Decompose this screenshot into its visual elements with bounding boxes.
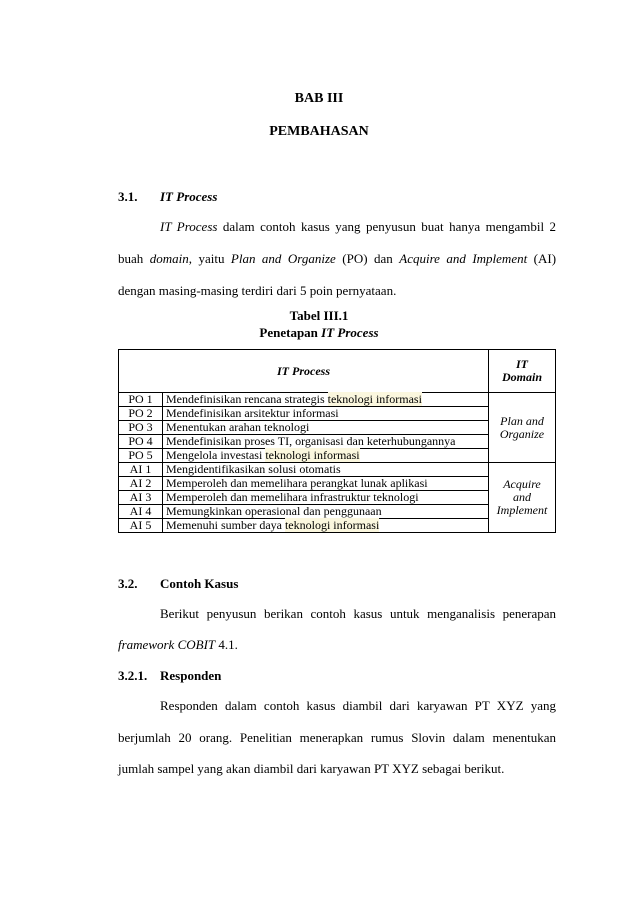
header-it-process: IT Process (119, 350, 489, 393)
subsection-title: Responden (160, 668, 222, 683)
it-process-table (118, 349, 556, 533)
table-subcaption: Penetapan IT Process (259, 325, 379, 340)
table-row (119, 463, 556, 477)
paragraph-line: Responden dalam contoh kasus diambil dari karyawan PT XYZ yang (160, 698, 556, 713)
section-number: 3.1. (118, 189, 138, 204)
table-row (119, 393, 556, 407)
process-code: AI 1 (119, 463, 163, 477)
chapter-label: BAB III (294, 91, 344, 106)
process-code: AI 3 (119, 491, 163, 505)
process-description: Menentukan arahan teknologi (163, 421, 489, 435)
domain-acquire-implement: Acquire and Implement (489, 463, 556, 533)
subsection-number: 3.2.1. (118, 668, 148, 683)
process-code: PO 4 (119, 435, 163, 449)
chapter-title: PEMBAHASAN (269, 124, 369, 139)
table-header-row (119, 350, 556, 393)
process-description: Memperoleh dan memelihara infrastruktur teknologi (163, 491, 489, 505)
paragraph-line: buah domain, yaitu Plan and Organize (PO) dan Acquire and Implement (AI) (118, 251, 557, 266)
paragraph-line: Berikut penyusun berikan contoh kasus untuk menganalisis penerapan (160, 606, 556, 621)
paragraph-line: berjumlah 20 orang. Penelitian menerapkan rumus Slovin dalam menentukan (118, 730, 556, 745)
process-description: Mendefinisikan proses TI, organisasi dan keterhubungannya (163, 435, 489, 449)
header-it-domain: IT Domain (489, 350, 556, 393)
table-caption: Tabel III.1 (289, 308, 349, 323)
process-description: Mengidentifikasikan solusi otomatis (163, 463, 489, 477)
section-number: 3.2. (118, 576, 138, 591)
process-code: PO 3 (119, 421, 163, 435)
section-title: IT Process (160, 189, 218, 204)
process-description: Memenuhi sumber daya teknologi informasi (163, 519, 489, 533)
process-description: Mengelola investasi teknologi informasi (163, 449, 489, 463)
process-description: Memperoleh dan memelihara perangkat lunak aplikasi (163, 477, 489, 491)
section-title: Contoh Kasus (160, 576, 239, 591)
process-code: AI 5 (119, 519, 163, 533)
process-code: AI 2 (119, 477, 163, 491)
process-code: PO 5 (119, 449, 163, 463)
paragraph-line: jumlah sampel yang akan diambil dari karyawan PT XYZ sebagai berikut. (118, 761, 505, 776)
process-description: Memungkinkan operasional dan penggunaan (163, 505, 489, 519)
paragraph-line: IT Process dalam contoh kasus yang penyusun buat hanya mengambil 2 (160, 219, 557, 234)
process-description: Mendefinisikan rencana strategis teknologi informasi (163, 393, 489, 407)
paragraph-line: framework COBIT 4.1. (118, 637, 238, 652)
domain-plan-organize: Plan and Organize (489, 393, 556, 463)
process-code: AI 4 (119, 505, 163, 519)
process-code: PO 1 (119, 393, 163, 407)
process-code: PO 2 (119, 407, 163, 421)
process-description: Mendefinisikan arsitektur informasi (163, 407, 489, 421)
paragraph-line: dengan masing-masing terdiri dari 5 poin pernyataan. (118, 283, 397, 298)
